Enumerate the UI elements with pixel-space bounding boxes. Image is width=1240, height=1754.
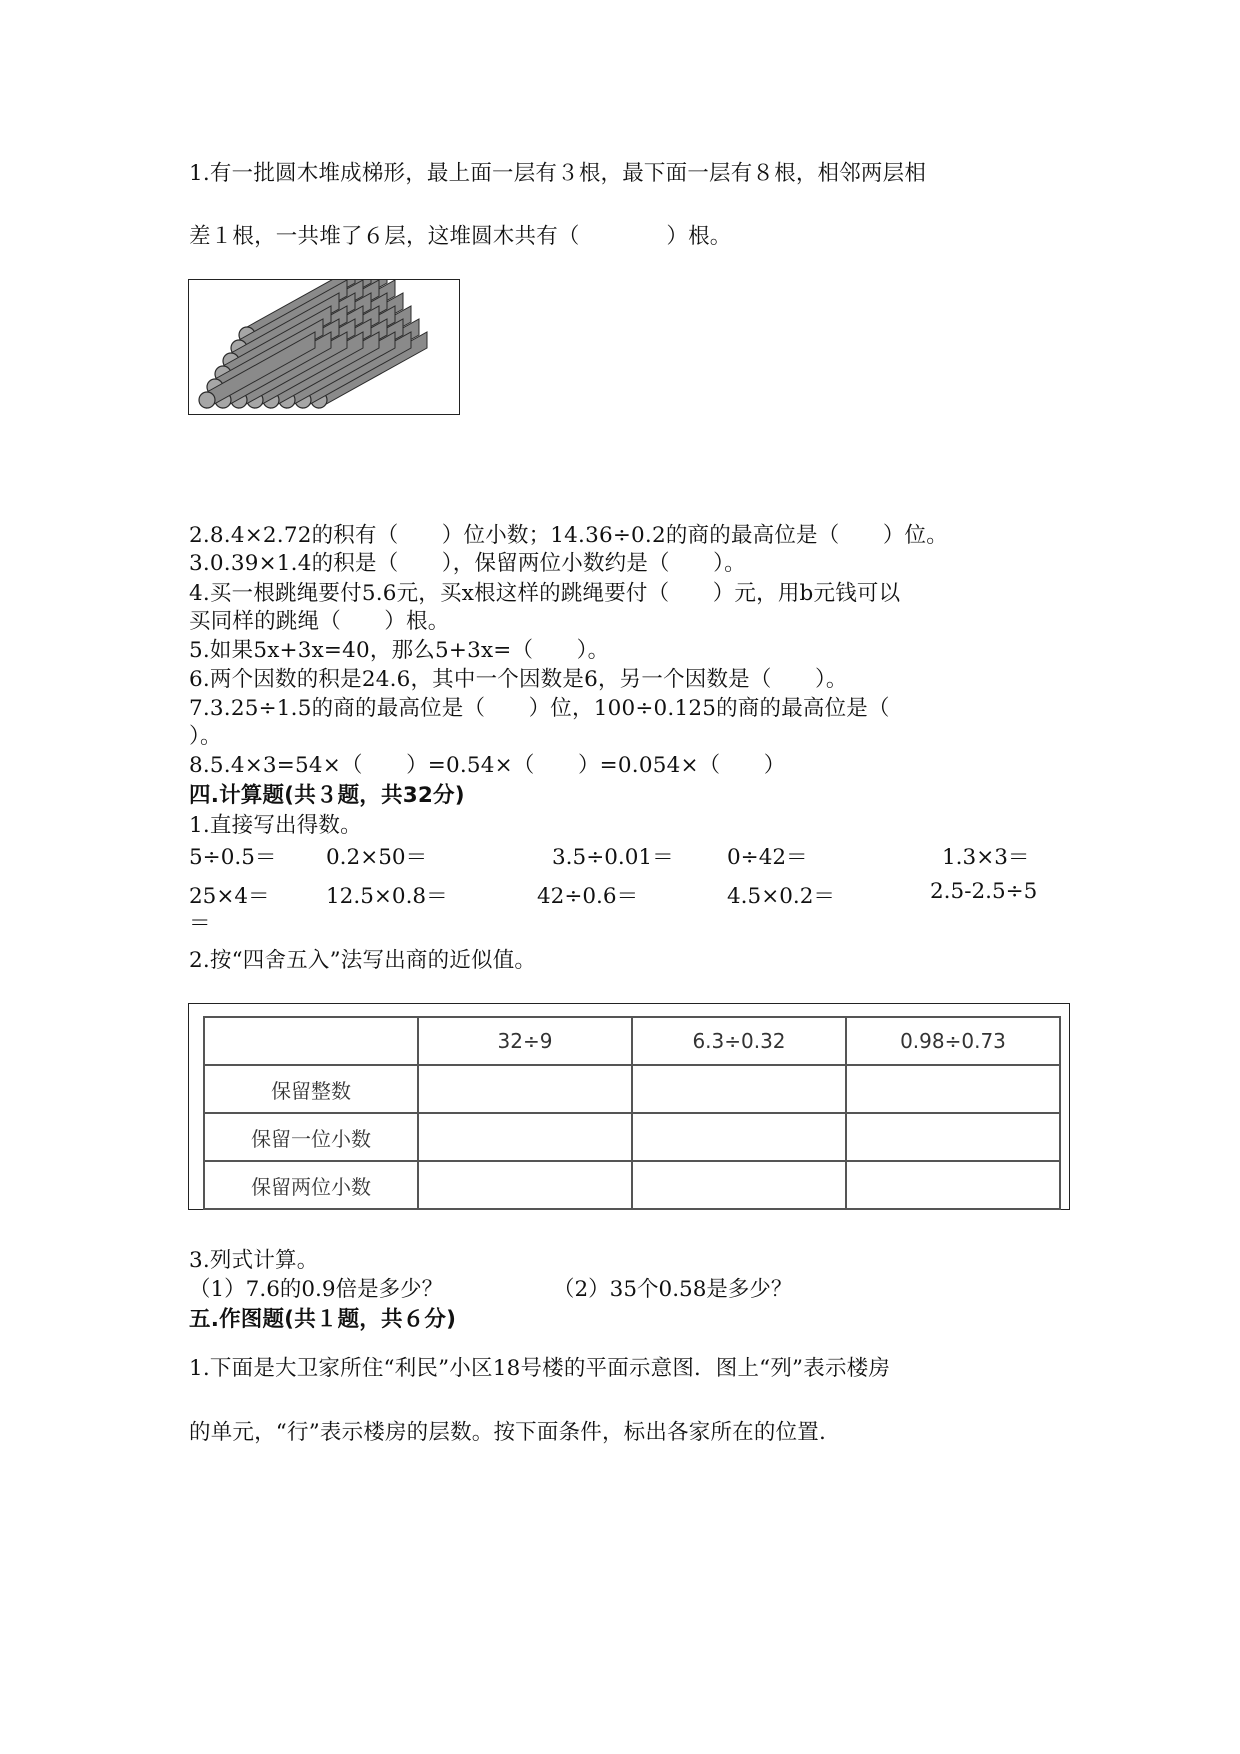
s4-q1-label: 1.直接写出得数。 — [189, 813, 362, 838]
table-row — [204, 1113, 1060, 1161]
q3-text: 3.0.39×1.4的积是（ ），保留两位小数约是（ ）。 — [189, 551, 746, 576]
q7-text-line-2: ）。 — [189, 724, 222, 749]
table-header-cell: 32÷9 — [418, 1017, 632, 1065]
table-row-header: 保留整数 — [204, 1065, 418, 1113]
table-row-header: 保留两位小数 — [204, 1161, 418, 1209]
q6-text: 6.两个因数的积是24.6，其中一个因数是6，另一个因数是（ ）。 — [189, 667, 848, 692]
log-end — [199, 392, 215, 408]
calc-r2-4: 4.5×0.2＝ — [727, 884, 835, 909]
q1-line-1: 1.有一批圆木堆成梯形，最上面一层有３根，最下面一层有８根，相邻两层相 — [189, 161, 927, 186]
calc-r2-3: 42÷0.6＝ — [537, 884, 639, 909]
calc-r2-wrap: ＝ — [189, 911, 211, 936]
table-answer-cell[interactable] — [632, 1065, 846, 1113]
log-pile-figure — [188, 279, 460, 415]
calc-r1-3: 3.5÷0.01＝ — [552, 845, 674, 870]
table-row — [204, 1161, 1060, 1209]
table-header-cell: 0.98÷0.73 — [846, 1017, 1060, 1065]
calc-r2-5: 2.5-2.5÷5 — [930, 879, 1038, 904]
table-answer-cell[interactable] — [632, 1113, 846, 1161]
table-row-header: 保留一位小数 — [204, 1113, 418, 1161]
table-row — [204, 1065, 1060, 1113]
calc-r1-4: 0÷42＝ — [727, 845, 808, 870]
approximation-table-frame — [188, 1003, 1070, 1210]
log-pile-illustration — [189, 280, 460, 415]
table-corner-cell — [204, 1017, 418, 1065]
calc-r1-1: 5÷0.5＝ — [189, 845, 277, 870]
table-answer-cell[interactable] — [632, 1161, 846, 1209]
section-5-title: 五.作图题(共１题，共６分) — [189, 1307, 457, 1332]
table-row — [204, 1017, 1060, 1065]
approximation-table — [203, 1016, 1061, 1210]
table-answer-cell[interactable] — [418, 1161, 632, 1209]
q4-text-line-2: 买同样的跳绳（ ）根。 — [189, 609, 450, 634]
q5-text: 5.如果5x+3x=40，那么5+3x=（ ）。 — [189, 638, 610, 663]
table-answer-cell[interactable] — [846, 1065, 1060, 1113]
q7-text-line-1: 7.3.25÷1.5的商的最高位是（ ）位，100÷0.125的商的最高位是（ — [189, 696, 890, 721]
q4-text-line-1: 4.买一根跳绳要付5.6元，买x根这样的跳绳要付（ ）元，用b元钱可以 — [189, 581, 901, 606]
s4-q3-item-2: （2）35个0.58是多少？ — [553, 1277, 793, 1302]
table-answer-cell[interactable] — [846, 1161, 1060, 1209]
s5-q1-line-2: 的单元，“行”表示楼房的层数。按下面条件，标出各家所在的位置. — [189, 1420, 827, 1445]
calc-r2-1: 25×4＝ — [189, 884, 270, 909]
calc-r1-5: 1.3×3＝ — [942, 845, 1030, 870]
calc-r2-2: 12.5×0.8＝ — [326, 884, 448, 909]
table-answer-cell[interactable] — [418, 1113, 632, 1161]
s4-q2-label: 2.按“四舍五入”法写出商的近似值。 — [189, 948, 537, 973]
q1-line-2: 差１根，一共堆了６层，这堆圆木共有（ ）根。 — [189, 224, 732, 249]
table-answer-cell[interactable] — [846, 1113, 1060, 1161]
q8-text: 8.5.4×3=54×（ ）=0.54×（ ）=0.054×（ ） — [189, 753, 786, 778]
s4-q3-item-1: （1）7.6的0.9倍是多少？ — [189, 1277, 444, 1302]
s4-q3-label: 3.列式计算。 — [189, 1248, 319, 1273]
s5-q1-line-1: 1.下面是大卫家所住“利民”小区18号楼的平面示意图．图上“列”表示楼房 — [189, 1356, 891, 1381]
section-4-title: 四.计算题(共３题，共32分) — [189, 783, 465, 808]
calc-r1-2: 0.2×50＝ — [326, 845, 428, 870]
table-header-cell: 6.3÷0.32 — [632, 1017, 846, 1065]
q2-text: 2.8.4×2.72的积有（ ）位小数；14.36÷0.2的商的最高位是（ ）位。 — [189, 523, 948, 548]
table-answer-cell[interactable] — [418, 1065, 632, 1113]
